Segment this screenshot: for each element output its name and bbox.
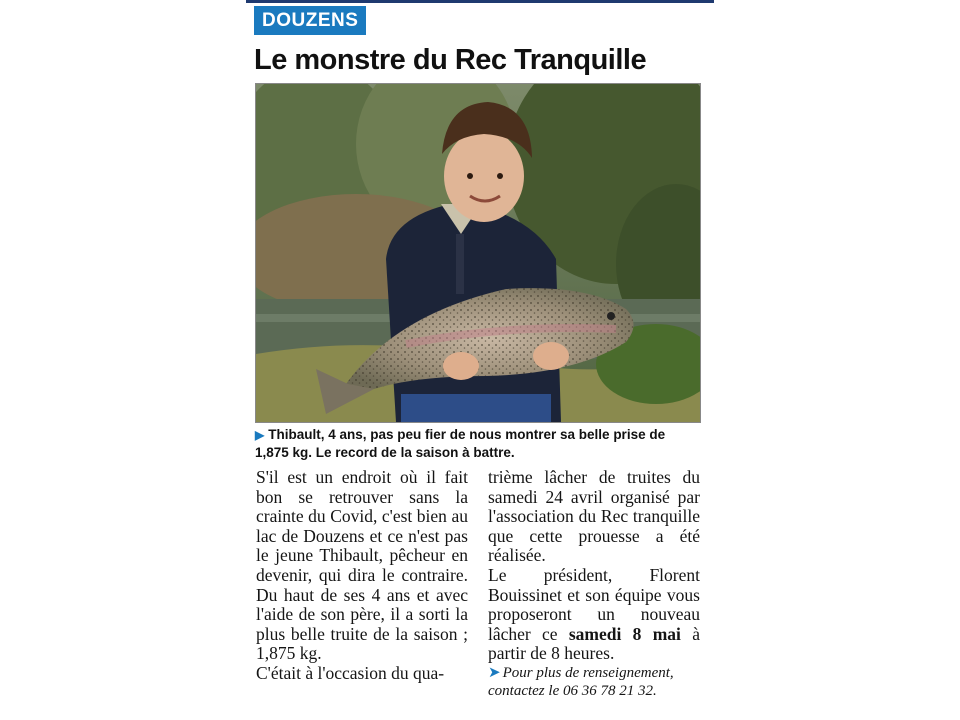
photo-caption bbox=[255, 426, 699, 461]
arrow-icon: ➤ bbox=[488, 664, 501, 681]
announcement-date: samedi 8 mai bbox=[568, 623, 681, 644]
caption-text: Thibault, 4 ans, pas peu fier de nous montrer sa belle prise de 1,875 kg. Le record de la saison à battre. bbox=[255, 427, 666, 460]
section-tag: DOUZENS bbox=[254, 6, 366, 35]
article-column-1 bbox=[256, 468, 468, 684]
paragraph: trième lâcher de truites du samedi 24 avril organisé par l'association du Rec tranquille que cette prouesse a été réalisée. bbox=[488, 467, 700, 566]
article-photo bbox=[255, 83, 701, 423]
paragraph: S'il est un endroit où il fait bon se retrouver sans la crainte du Covid, c'est bien au lac de Douzens et ce n'est pas le jeune Thibault, pêcheur en devenir, qui dira le contraire. Du haut de ses 4 ans et avec l'aide de son père, il a sorti la plus belle truite de la saison ; 1,875 kg. bbox=[256, 467, 468, 664]
top-rule bbox=[246, 0, 714, 3]
caption-bullet-icon: ▶ bbox=[255, 428, 265, 442]
contact-text: Pour plus de renseignement, contactez le 06 36 78 21 32. bbox=[488, 664, 674, 699]
paragraph: C'était à l'occasion du qua- bbox=[256, 662, 445, 683]
announcement-time: à partir de 8 heures. bbox=[488, 623, 700, 664]
announcement-text: Le président, Florent Bouissinet et son équipe vous proposeront un nouveau lâcher ce bbox=[488, 564, 700, 644]
article-column-2 bbox=[488, 468, 700, 700]
paragraph-announcement bbox=[488, 566, 700, 664]
contact-line bbox=[488, 664, 700, 700]
page-title: Le monstre du Rec Tranquille bbox=[254, 44, 647, 76]
